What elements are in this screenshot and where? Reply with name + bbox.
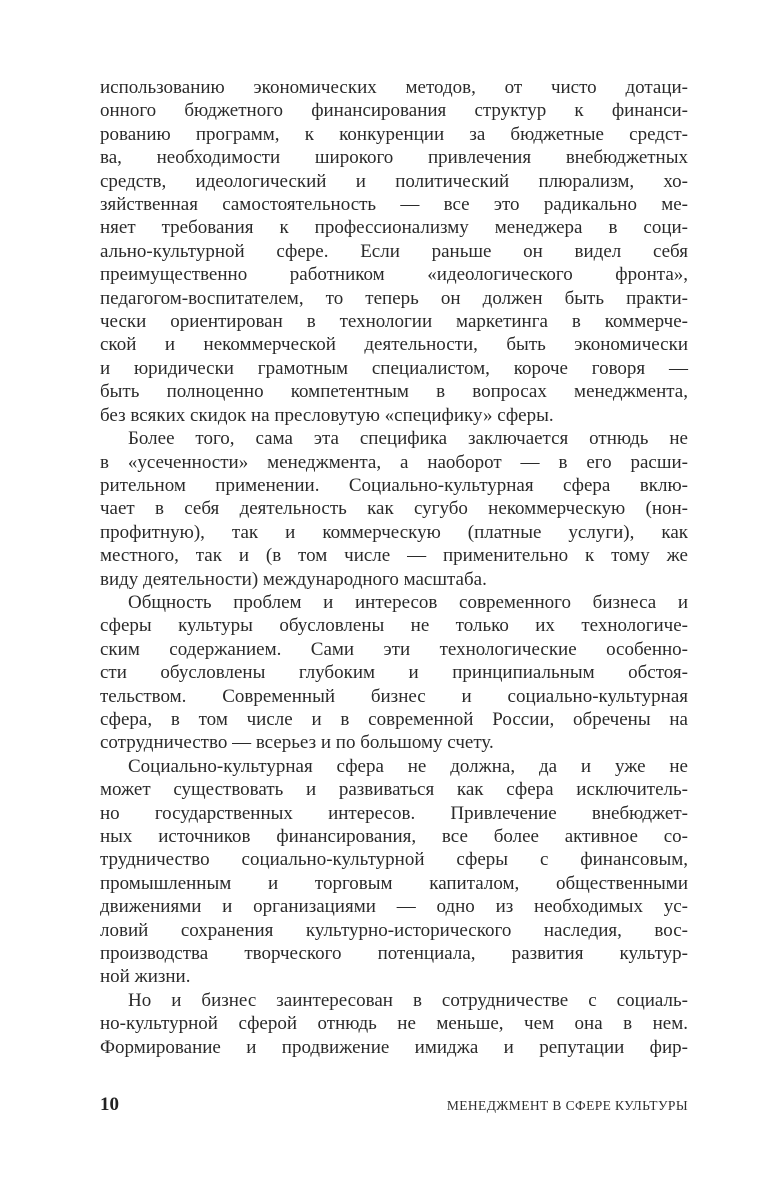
text-line: ных источников финансирования, все более активное со- <box>100 826 688 847</box>
text-line: ва, необходимости широкого привлечения внебюджетных <box>100 147 688 169</box>
text-line: Более того, сама эта специфика заключается отнюдь не <box>128 428 688 450</box>
text-line: использованию экономических методов, от чисто дотаци- <box>100 77 688 98</box>
text-line: педагогом-воспитателем, то теперь он должен быть практи- <box>100 287 688 309</box>
text-line: ской и некоммерческой деятельности, быть экономически <box>100 334 688 356</box>
text-line: быть полноценно компетентным в вопросах менеджмента, <box>100 381 688 403</box>
text-line: тельством. Современный бизнес и социально-культурная <box>100 685 688 707</box>
text-line: виду деятельности) международного масштаба. <box>100 568 487 590</box>
text-line: сотрудничество — всерьез и по большому счету. <box>100 732 494 754</box>
text-line: няет требования к профессионализму менеджера в соци- <box>100 217 688 239</box>
text-line: в «усеченности» менеджмента, а наоборот — в его расши- <box>100 451 688 473</box>
text-line: производства творческого потенциала, развития культур- <box>100 943 688 965</box>
text-line: и юридически грамотным специалистом, короче говоря — <box>100 357 688 379</box>
text-line: может существовать и развиваться как сфера исключитель- <box>100 779 688 801</box>
text-line: ловий сохранения культурно-исторического наследия, вос- <box>100 919 688 941</box>
text-line: Общность проблем и интересов современного бизнеса и <box>128 591 688 613</box>
text-line: сфера, в том числе и в современной России, обречены на <box>100 708 688 730</box>
text-line: сферы культуры обусловлены не только их технологиче- <box>100 615 688 637</box>
text-line: преимущественно работником «идеологического фронта», <box>100 264 688 286</box>
text-line: рованию программ, к конкуренции за бюджетные средст- <box>100 123 688 145</box>
text-line: но-культурной сферой отнюдь не меньше, чем она в нем. <box>100 1013 688 1035</box>
text-line: профитную), так и коммерческую (платные услуги), как <box>100 521 688 543</box>
text-line: промышленным и торговым капиталом, общественными <box>100 872 688 894</box>
text-line: Но и бизнес заинтересован в сотрудничестве с социаль- <box>128 989 688 1011</box>
text-line: сти обусловлены глубоким и принципиальным обстоя- <box>100 662 688 684</box>
page-text <box>100 76 688 1059</box>
paragraph <box>100 427 688 591</box>
paragraph <box>100 755 688 989</box>
running-title: МЕНЕДЖМЕНТ В СФЕРЕ КУЛЬТУРЫ <box>446 1098 688 1113</box>
text-line: ально-культурной сфере. Если раньше он видел себя <box>100 240 688 262</box>
text-line: ной жизни. <box>100 966 191 988</box>
text-line: онного бюджетного финансирования структур к финанси- <box>100 100 688 122</box>
text-line: средств, идеологический и политический плюрализм, хо- <box>100 170 688 192</box>
text-line: ским содержанием. Сами эти технологические особенно- <box>100 638 688 660</box>
text-line: местного, так и (в том числе — применительно к тому же <box>100 545 688 567</box>
text-line: трудничество социально-культурной сферы с финансовым, <box>100 849 688 871</box>
text-line: зяйственная самостоятельность — все это радикально ме- <box>100 194 688 216</box>
page-number: 10 <box>100 1094 119 1115</box>
text-line: рительном применении. Социально-культурная сфера вклю- <box>100 474 688 496</box>
page-footer <box>100 1094 688 1116</box>
text-line: Формирование и продвижение имиджа и репутации фир- <box>100 1036 688 1058</box>
text-line: без всяких скидок на пресловутую «специфику» сферы. <box>100 404 554 426</box>
paragraph <box>100 591 688 755</box>
paragraph <box>100 76 688 427</box>
text-line: чески ориентирован в технологии маркетинга в коммерче- <box>100 311 688 333</box>
text-line: чает в себя деятельность как сугубо некоммерческую (нон- <box>100 498 688 520</box>
text-line: движениями и организациями — одно из необходимых ус- <box>100 896 688 918</box>
paragraph <box>100 989 688 1059</box>
text-line: Социально-культурная сфера не должна, да и уже не <box>128 755 688 777</box>
text-line: но государственных интересов. Привлечение внебюджет- <box>100 802 688 824</box>
